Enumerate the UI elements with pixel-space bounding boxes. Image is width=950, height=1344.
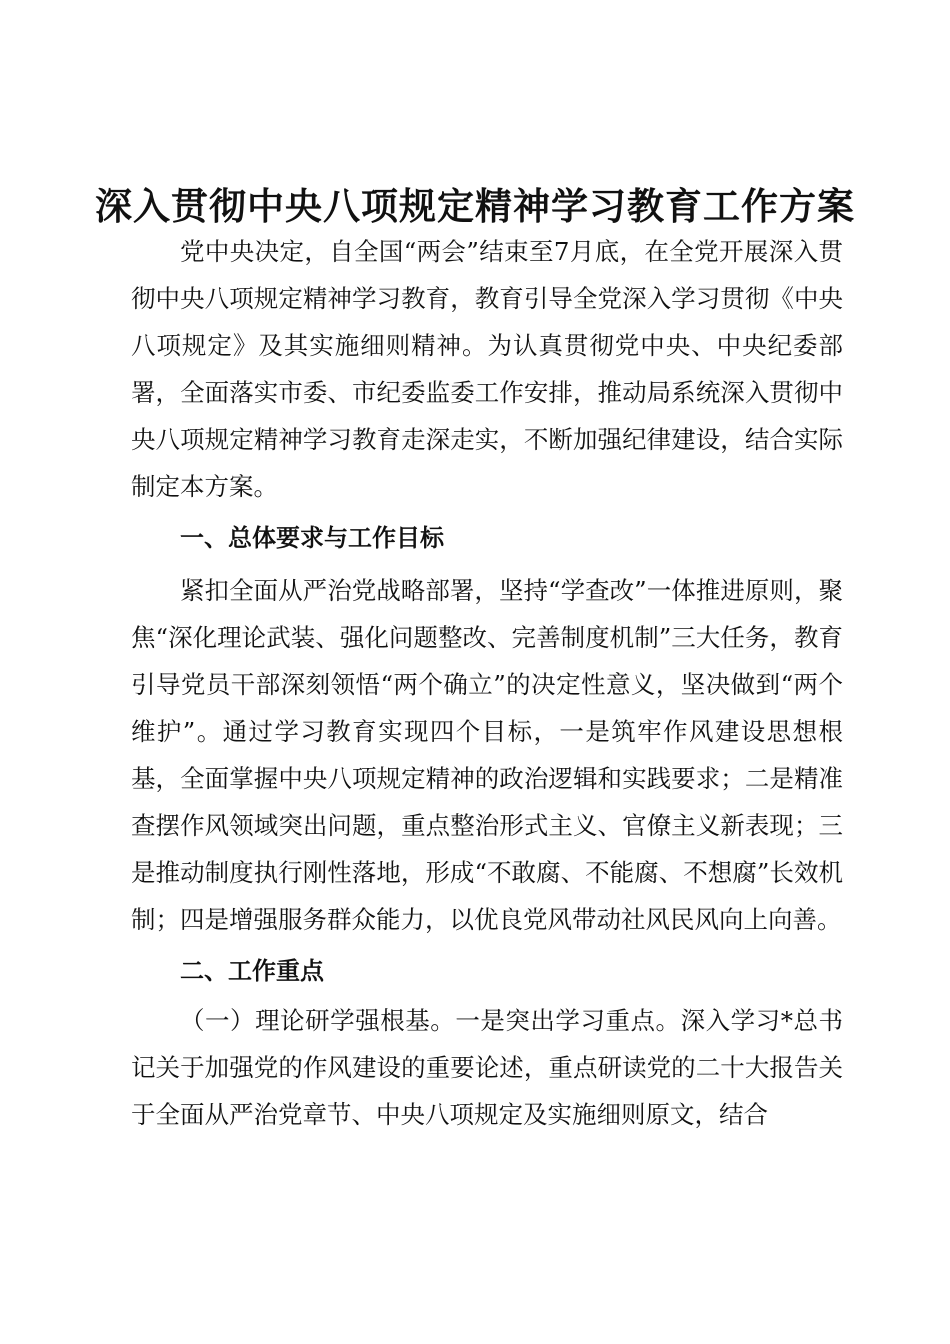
section-2-heading: 二、工作重点 [180,957,324,985]
section-2-paragraph: （一）理论研学强根基。一是突出学习重点。深入学习*总书记关于加强党的作风建设的重要论述，重点研读党的二十大报告关于全面从严治党章节、中央八项规定及实施细则原文，结合 [131,1006,843,1129]
document-body [131,206,843,1138]
document-title: 深入贯彻中央八项规定精神学习教育工作方案 [95,184,855,228]
section-1-heading: 一、总体要求与工作目标 [180,524,444,552]
intro-paragraph: 党中央决定，自全国“两会”结束至7月底，在全党开展深入贯彻中央八项规定精神学习教育，教育引导全党深入学习贯彻《中央八项规定》及其实施细则精神。为认真贯彻党中央、中央纪委部署，全面落实市委、市纪委监委工作安排，推动局系统深入贯彻中央八项规定精神学习教育走深走实，不断加强纪律建设，结合实际制定本方案。 [131,237,843,501]
section-1-paragraph: 紧扣全面从严治党战略部署，坚持“学查改”一体推进原则，聚焦“深化理论武装、强化问题整改、完善制度机制”三大任务，教育引导党员干部深刻领悟“两个确立”的决定性意义，坚决做到“两个维护”。通过学习教育实现四个目标，一是筑牢作风建设思想根基，全面掌握中央八项规定精神的政治逻辑和实践要求；二是精准查摆作风领域突出问题，重点整治形式主义、官僚主义新表现；三是推动制度执行刚性落地，形成“不敢腐、不能腐、不想腐”长效机制；四是增强服务群众能力，以优良党风带动社风民风向上向善。 [131,576,843,934]
